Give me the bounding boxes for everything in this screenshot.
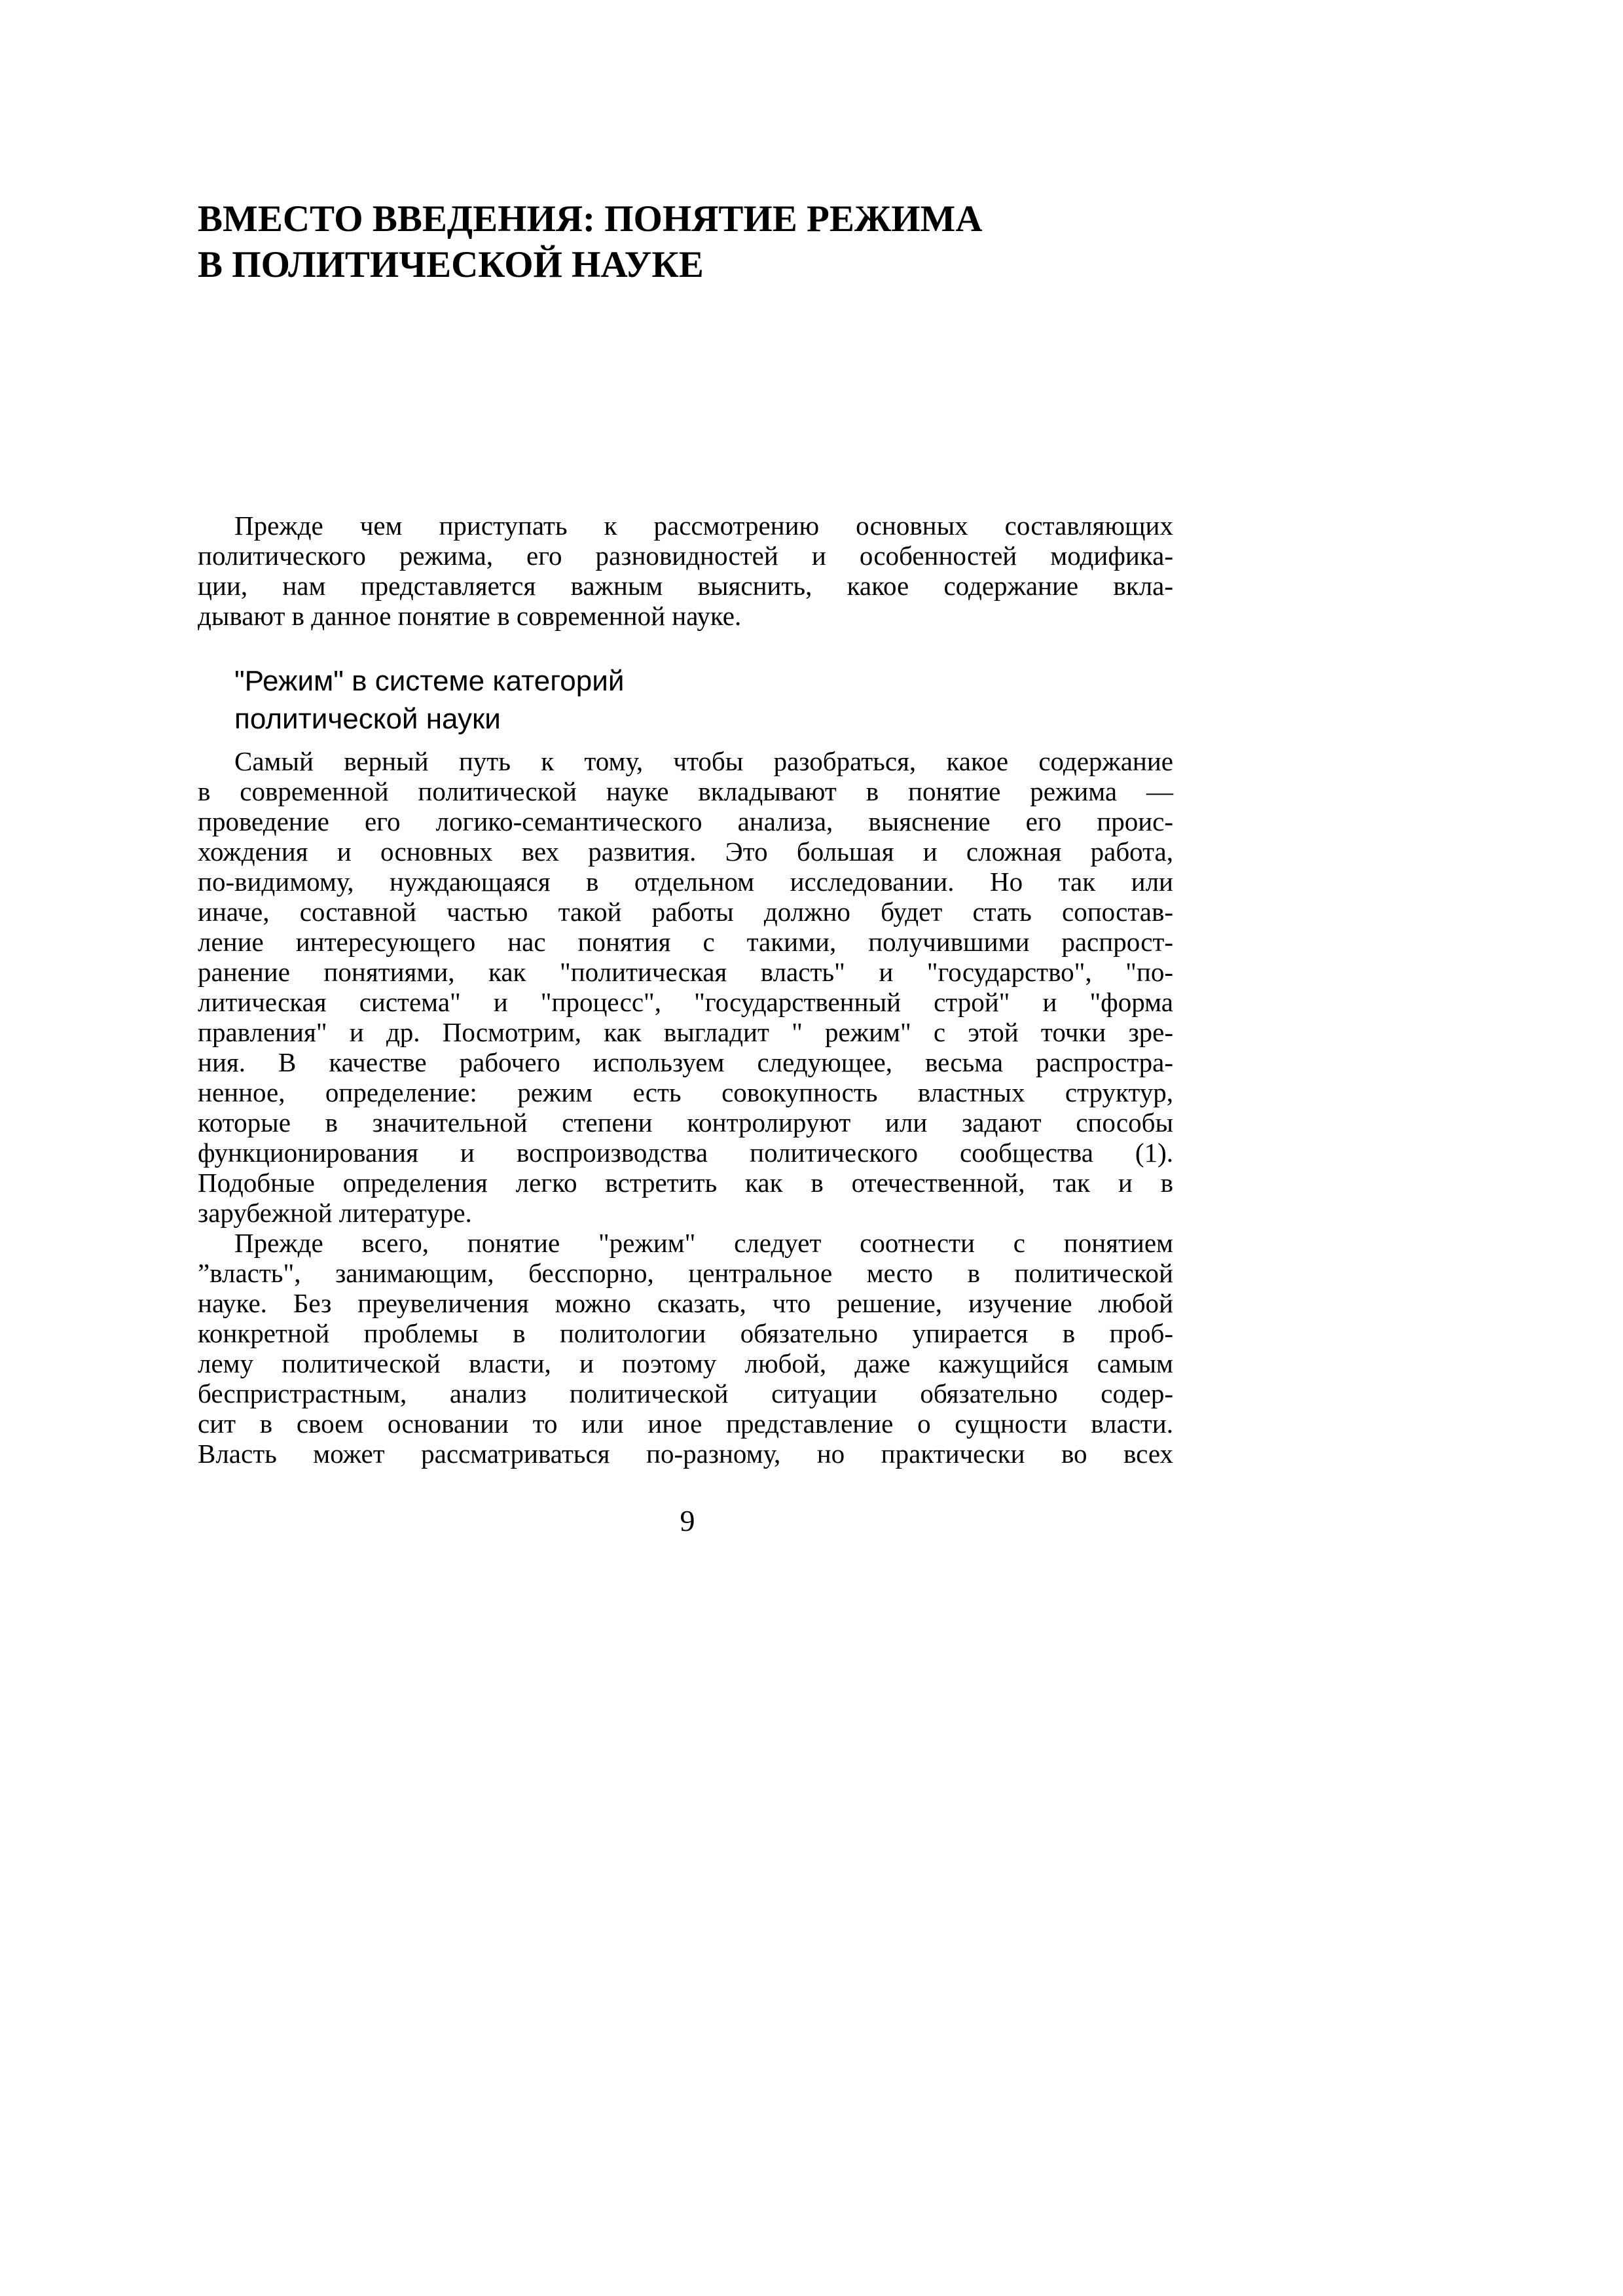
paragraph-1 xyxy=(198,746,1173,1228)
section-title-line: "Режим" в системе категорий xyxy=(234,665,625,697)
text-line: хождения и основных вех развития. Это большая и сложная работа, xyxy=(198,836,1173,867)
text-line: ненное, определение: режим есть совокупность властных структур, xyxy=(198,1077,1173,1107)
text-line: функционирования и воспроизводства политического сообщества (1). xyxy=(198,1138,1173,1168)
intro-paragraph xyxy=(198,511,1173,631)
text-line: политического режима, его разновидностей и особенностей модифика- xyxy=(198,541,1173,571)
text-line: беспристрастным, анализ политической ситуации обязательно содер- xyxy=(198,1378,1173,1408)
chapter-title-line: В ПОЛИТИЧЕСКОЙ НАУКЕ xyxy=(198,244,704,285)
text-line: Прежде чем приступать к рассмотрению основных составляющих xyxy=(234,511,1173,541)
text-line: ранение понятиями, как "политическая власть" и "государство", "по- xyxy=(198,957,1173,987)
text-line: ния. В качестве рабочего используем следующее, весьма распростра- xyxy=(198,1047,1173,1077)
text-line: Власть может рассматриваться по-разному, но практически во всех xyxy=(198,1439,1173,1469)
text-line: сит в своем основании то или иное представление о сущности власти. xyxy=(198,1408,1173,1439)
text-line: по-видимому, нуждающаяся в отдельном исследовании. Но так или xyxy=(198,867,1173,897)
text-line: ”власть", занимающим, бесспорно, центральное место в политической xyxy=(198,1258,1173,1288)
paragraph-2 xyxy=(198,1228,1173,1469)
text-line: лему политической власти, и поэтому любой, даже кажущийся самым xyxy=(198,1348,1173,1378)
text-line: иначе, составной частью такой работы должно будет стать сопостав- xyxy=(198,897,1173,927)
section-title xyxy=(234,662,1020,738)
text-line: Самый верный путь к тому, чтобы разобраться, какое содержание xyxy=(234,746,1173,776)
body-text xyxy=(198,746,1173,1469)
text-line: зарубежной литературе. xyxy=(198,1198,472,1228)
text-line: которые в значительной степени контролируют или задают способы xyxy=(198,1107,1173,1138)
page-number: 9 xyxy=(680,1504,695,1537)
text-line: конкретной проблемы в политологии обязательно упирается в проб- xyxy=(198,1318,1173,1348)
text-line: Подобные определения легко встретить как в отечественной, так и в xyxy=(198,1168,1173,1198)
text-line: ции, нам представляется важным выяснить, какое содержание вкла- xyxy=(198,571,1173,601)
text-line: литическая система" и "процесс", "государственный строй" и "форма xyxy=(198,987,1173,1017)
text-line: Прежде всего, понятие "режим" следует соотнести с понятием xyxy=(234,1228,1173,1258)
text-line: ление интересующего нас понятия с такими, получившими распрост- xyxy=(198,927,1173,957)
chapter-title xyxy=(198,196,1180,288)
text-line: проведение его логико-семантического анализа, выяснение его проис- xyxy=(198,806,1173,836)
text-line: науке. Без преувеличения можно сказать, что решение, изучение любой xyxy=(198,1288,1173,1318)
text-line: правления" и др. Посмотрим, как выгладит " режим" с этой точки зре- xyxy=(198,1017,1173,1047)
chapter-title-line: ВМЕСТО ВВЕДЕНИЯ: ПОНЯТИЕ РЕЖИМА xyxy=(198,198,983,240)
text-line: дывают в данное понятие в современной науке. xyxy=(198,601,742,631)
section-title-line: политической науки xyxy=(234,703,501,735)
text-line: в современной политической науке вкладывают в понятие режима — xyxy=(198,776,1173,806)
